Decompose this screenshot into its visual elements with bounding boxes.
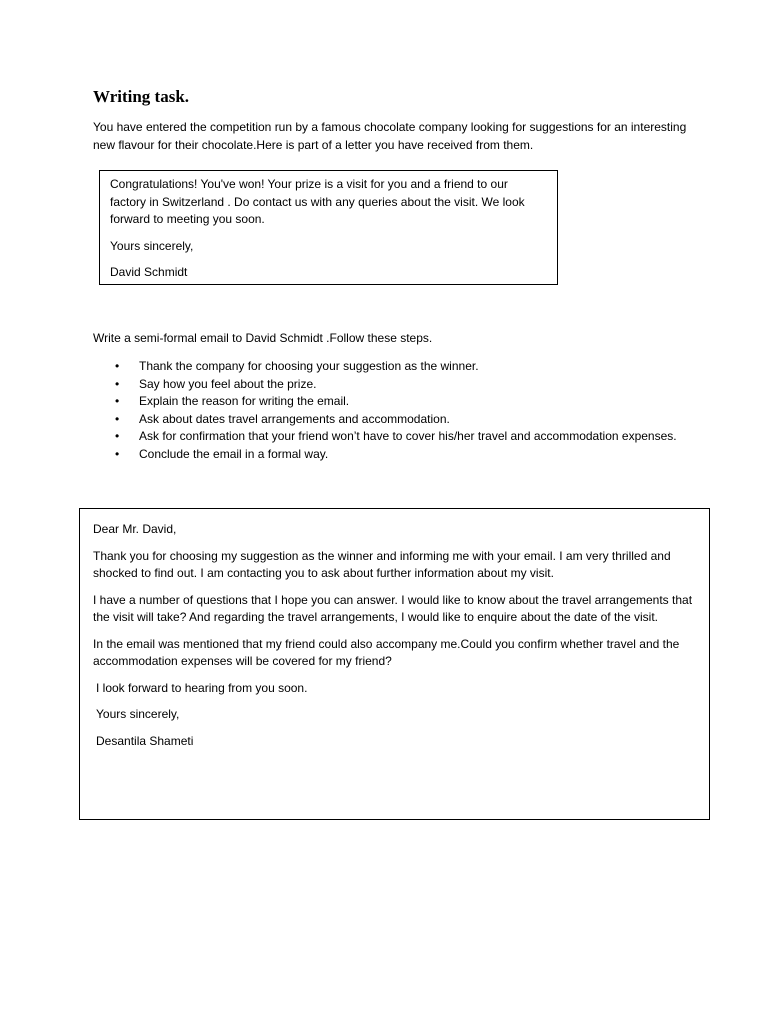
step-text: Conclude the email in a formal way. bbox=[139, 446, 329, 461]
step-text: Say how you feel about the prize. bbox=[139, 376, 317, 391]
page-title: Writing task. bbox=[93, 87, 190, 106]
email-closing: Yours sincerely, bbox=[96, 707, 180, 721]
email-paragraph: Thank you for choosing my suggestion as the winner and informing me with your email. I am very thrilled and shocked to find out. I am contacting you to ask about further information about my visit. bbox=[93, 548, 671, 580]
bullet-icon: • bbox=[115, 376, 120, 391]
email-answer-box bbox=[79, 508, 710, 820]
list-item bbox=[93, 358, 693, 376]
bullet-icon: • bbox=[115, 411, 120, 426]
letter-body: Congratulations! You've won! Your prize is a visit for you and a friend to our factory in Switzerland . Do contact us with any queries about the visit. We look forward to meeting you soon. bbox=[110, 177, 525, 226]
email-paragraph: In the email was mentioned that my friend could also accompany me.Could you confirm whether travel and the accommodation expenses will be covered for my friend? bbox=[93, 636, 680, 668]
list-item bbox=[93, 446, 693, 464]
steps-list bbox=[93, 358, 693, 463]
step-text: Thank the company for choosing your suggestion as the winner. bbox=[139, 359, 479, 373]
list-item bbox=[93, 428, 693, 446]
bullet-icon: • bbox=[115, 429, 120, 443]
letter-signature: David Schmidt bbox=[110, 265, 188, 279]
step-text: Explain the reason for writing the email. bbox=[139, 394, 350, 408]
step-text: Ask for confirmation that your friend won’t have to cover his/her travel and accommodation expenses. bbox=[139, 429, 677, 443]
bullet-icon: • bbox=[115, 394, 120, 408]
email-paragraph: I have a number of questions that I hope you can answer. I would like to know about the travel arrangements that the visit will take? And regarding the travel arrangements, I would like to enquire about the date of the visit. bbox=[93, 592, 693, 624]
list-item bbox=[93, 393, 693, 411]
email-greeting: Dear Mr. David, bbox=[93, 522, 177, 536]
bullet-icon: • bbox=[115, 359, 120, 373]
received-letter-box bbox=[99, 170, 558, 285]
list-item bbox=[93, 376, 693, 394]
list-item bbox=[93, 411, 693, 429]
email-sign-off: I look forward to hearing from you soon. bbox=[96, 680, 308, 695]
letter-closing: Yours sincerely, bbox=[110, 238, 194, 253]
email-signature: Desantila Shameti bbox=[96, 733, 194, 748]
instructions-lead: Write a semi-formal email to David Schmidt .Follow these steps. bbox=[93, 331, 433, 345]
task-intro: You have entered the competition run by a famous chocolate company looking for suggestions for an interesting new flavour for their chocolate.Here is part of a letter you have received from them. bbox=[93, 120, 687, 152]
bullet-icon: • bbox=[115, 446, 120, 461]
step-text: Ask about dates travel arrangements and accommodation. bbox=[139, 411, 450, 426]
